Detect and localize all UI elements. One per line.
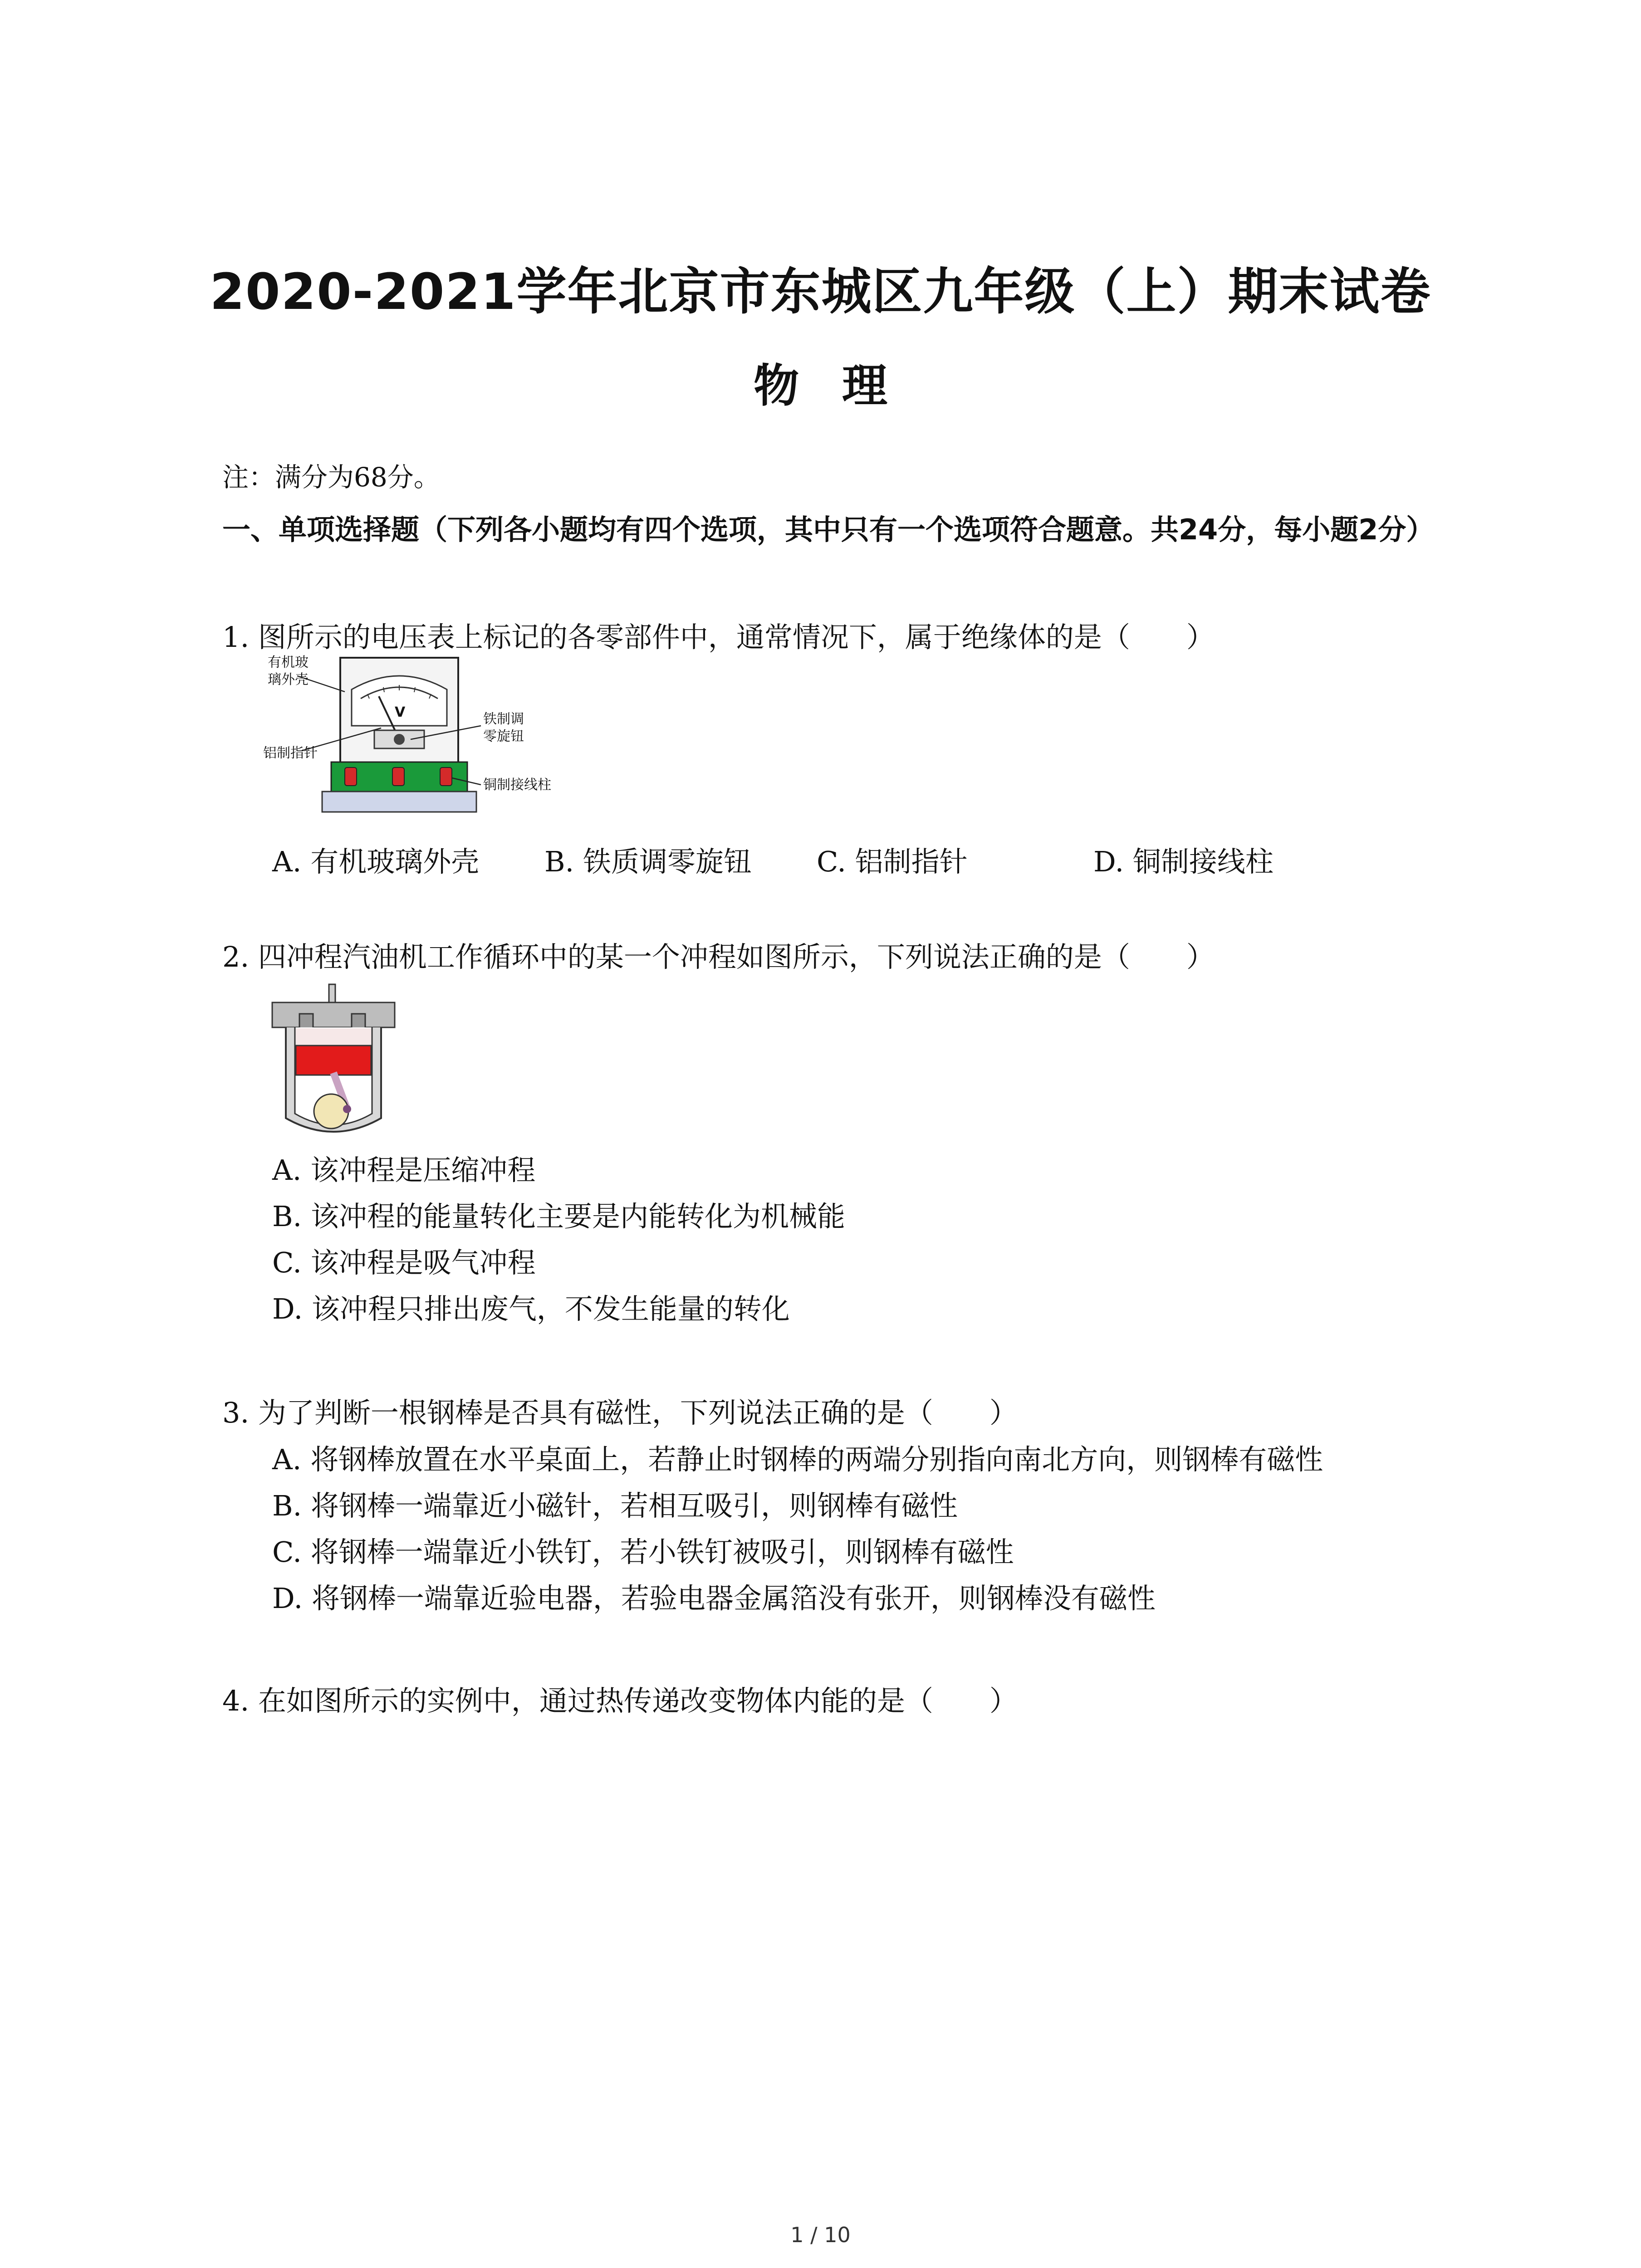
label-shell-1: 有机玻 — [268, 655, 309, 670]
question-1-option-d: D. 铜制接线柱 — [1093, 845, 1274, 878]
section-heading: 一、单项选择题（下列各小题均有四个选项，其中只有一个选项符合题意。共24分，每小题2分） — [222, 513, 1435, 546]
question-4-stem: 4. 在如图所示的实例中，通过热传递改变物体内能的是（ ） — [222, 1684, 1018, 1717]
engine-figure — [268, 982, 399, 1145]
terminal-2 — [392, 767, 404, 786]
question-1-option-a: A. 有机玻璃外壳 — [272, 845, 480, 878]
question-2-option-a: A. 该冲程是压缩冲程 — [272, 1154, 536, 1187]
page-number: 1 / 10 — [790, 2223, 851, 2247]
page-title: 2020-2021学年北京市东城区九年级（上）期末试卷 — [210, 263, 1431, 321]
question-2-stem: 2. 四冲程汽油机工作循环中的某一个冲程如图所示，下列说法正确的是（ ） — [222, 940, 1215, 973]
terminal-3 — [440, 767, 452, 786]
question-2-option-d: D. 该冲程只排出废气，不发生能量的转化 — [272, 1292, 790, 1325]
dial-letter: V — [395, 704, 406, 720]
label-terminal: 铜制接线柱 — [483, 777, 551, 793]
label-knob-2: 零旋钮 — [483, 728, 524, 744]
question-1-stem: 1. 图所示的电压表上标记的各零部件中，通常情况下，属于绝缘体的是（ ） — [222, 621, 1215, 654]
question-2-option-b: B. 该冲程的能量转化主要是内能转化为机械能 — [272, 1200, 845, 1233]
question-1-option-c: C. 铝制指针 — [817, 845, 968, 878]
label-pointer: 铝制指针 — [263, 745, 318, 761]
label-knob-1: 铁制调 — [483, 711, 524, 727]
question-3-option-b: B. 将钢棒一端靠近小磁针，若相互吸引，则钢棒有磁性 — [272, 1489, 958, 1522]
piston — [296, 1046, 371, 1075]
score-note: 注：满分为68分。 — [222, 462, 440, 493]
terminal-1 — [345, 767, 357, 786]
subject-title: 物 理 — [754, 359, 887, 412]
question-2-option-c: C. 该冲程是吸气冲程 — [272, 1246, 536, 1279]
label-shell-2: 璃外壳 — [268, 672, 309, 688]
question-3-stem: 3. 为了判断一根钢棒是否具有磁性，下列说法正确的是（ ） — [222, 1396, 1018, 1429]
voltmeter-figure — [254, 649, 581, 835]
question-3-option-c: C. 将钢棒一端靠近小铁钉，若小铁钉被吸引，则钢棒有磁性 — [272, 1535, 1014, 1569]
crankshaft — [314, 1094, 348, 1129]
question-3-option-d: D. 将钢棒一端靠近验电器，若验电器金属箔没有张开，则钢棒没有磁性 — [272, 1582, 1156, 1615]
question-1-option-b: B. 铁质调零旋钮 — [544, 845, 752, 878]
question-3-option-a: A. 将钢棒放置在水平桌面上，若静止时钢棒的两端分别指向南北方向，则钢棒有磁性 — [272, 1443, 1323, 1476]
